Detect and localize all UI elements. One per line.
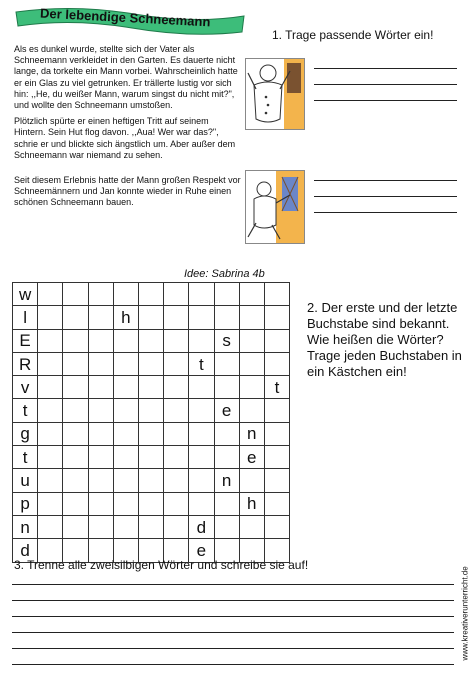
grid-cell[interactable]: t <box>13 399 38 422</box>
answer-line[interactable] <box>314 100 457 101</box>
grid-row <box>13 492 290 515</box>
grid-cell[interactable] <box>239 515 264 538</box>
task-3-instruction: 3. Trenne alle zweisilbigen Wörter und schreibe sie auf! <box>14 558 309 572</box>
grid-cell[interactable]: E <box>13 329 38 352</box>
grid-row <box>13 469 290 492</box>
grid-cell[interactable] <box>214 376 239 399</box>
grid-cell[interactable] <box>239 376 264 399</box>
grid-cell[interactable]: g <box>13 422 38 445</box>
grid-cell[interactable] <box>189 329 214 352</box>
grid-cell[interactable]: n <box>13 515 38 538</box>
grid-cell[interactable] <box>264 446 289 469</box>
grid-cell[interactable]: t <box>264 376 289 399</box>
grid-cell[interactable] <box>138 492 163 515</box>
grid-cell[interactable] <box>214 306 239 329</box>
grid-cell[interactable] <box>138 376 163 399</box>
grid-cell[interactable]: R <box>13 352 38 375</box>
grid-cell[interactable]: w <box>13 283 38 306</box>
grid-row <box>13 446 290 469</box>
grid-cell[interactable] <box>138 352 163 375</box>
grid-cell[interactable] <box>38 376 63 399</box>
grid-cell[interactable] <box>63 515 88 538</box>
writing-line[interactable] <box>12 664 454 665</box>
grid-cell[interactable] <box>239 283 264 306</box>
grid-cell[interactable] <box>38 399 63 422</box>
grid-cell[interactable] <box>113 469 138 492</box>
grid-cell[interactable]: h <box>239 492 264 515</box>
grid-cell[interactable]: e <box>214 399 239 422</box>
grid-cell[interactable] <box>214 492 239 515</box>
grid-cell[interactable] <box>189 283 214 306</box>
grid-cell[interactable] <box>239 469 264 492</box>
writing-line[interactable] <box>12 648 454 649</box>
grid-cell[interactable] <box>63 329 88 352</box>
grid-cell[interactable] <box>164 446 189 469</box>
grid-row <box>13 283 290 306</box>
grid-cell[interactable] <box>138 329 163 352</box>
grid-cell[interactable] <box>189 399 214 422</box>
grid-cell[interactable] <box>138 399 163 422</box>
credit-line: Idee: Sabrina 4b <box>184 268 265 280</box>
grid-cell[interactable] <box>138 469 163 492</box>
grid-cell[interactable]: e <box>189 539 214 562</box>
grid-cell[interactable] <box>113 352 138 375</box>
grid-cell[interactable] <box>88 352 113 375</box>
grid-cell[interactable] <box>138 446 163 469</box>
grid-cell[interactable] <box>264 306 289 329</box>
snowman-illustration-2 <box>245 170 305 244</box>
writing-line[interactable] <box>12 584 454 585</box>
grid-cell[interactable] <box>38 515 63 538</box>
website-watermark <box>459 560 471 660</box>
grid-cell[interactable] <box>138 515 163 538</box>
grid-cell[interactable] <box>63 306 88 329</box>
grid-cell[interactable] <box>264 352 289 375</box>
grid-cell[interactable] <box>164 469 189 492</box>
grid-row <box>13 515 290 538</box>
answer-line[interactable] <box>314 84 457 85</box>
grid-cell[interactable] <box>63 422 88 445</box>
story-paragraph-3: Seit diesem Erlebnis hatte der Mann großen Respekt vor Schneemännern und Jan konnte wieder in Ruhe einen schönen Schneemann bauen. <box>14 175 241 208</box>
grid-cell[interactable] <box>189 446 214 469</box>
grid-cell[interactable] <box>239 399 264 422</box>
grid-cell[interactable] <box>63 446 88 469</box>
grid-cell[interactable] <box>138 283 163 306</box>
grid-row <box>13 399 290 422</box>
grid-cell[interactable] <box>88 492 113 515</box>
snowman-illustration-1 <box>245 58 305 130</box>
grid-cell[interactable] <box>113 492 138 515</box>
grid-cell[interactable] <box>164 376 189 399</box>
grid-cell[interactable] <box>88 306 113 329</box>
answer-line[interactable] <box>314 196 457 197</box>
grid-row <box>13 306 290 329</box>
grid-cell[interactable] <box>264 422 289 445</box>
grid-cell[interactable] <box>63 283 88 306</box>
answer-line[interactable] <box>314 180 457 181</box>
grid-cell[interactable] <box>38 469 63 492</box>
grid-cell[interactable] <box>113 376 138 399</box>
writing-line[interactable] <box>12 616 454 617</box>
grid-cell[interactable] <box>113 329 138 352</box>
grid-cell[interactable] <box>88 422 113 445</box>
grid-cell[interactable]: v <box>13 376 38 399</box>
grid-cell[interactable] <box>264 283 289 306</box>
writing-line[interactable] <box>12 632 454 633</box>
grid-cell[interactable] <box>88 515 113 538</box>
grid-cell[interactable] <box>164 329 189 352</box>
grid-cell[interactable] <box>164 515 189 538</box>
grid-cell[interactable] <box>38 352 63 375</box>
grid-cell[interactable]: d <box>13 539 38 562</box>
grid-row <box>13 422 290 445</box>
grid-cell[interactable] <box>113 283 138 306</box>
grid-cell[interactable]: s <box>214 329 239 352</box>
grid-cell[interactable] <box>214 352 239 375</box>
title-banner <box>14 6 244 34</box>
grid-cell[interactable]: h <box>113 306 138 329</box>
grid-cell[interactable] <box>264 515 289 538</box>
grid-cell[interactable] <box>113 422 138 445</box>
grid-cell[interactable] <box>38 283 63 306</box>
grid-cell[interactable] <box>88 469 113 492</box>
grid-cell[interactable] <box>214 446 239 469</box>
grid-cell[interactable] <box>138 306 163 329</box>
answer-line[interactable] <box>314 68 457 69</box>
writing-line[interactable] <box>12 600 454 601</box>
grid-cell[interactable]: t <box>13 446 38 469</box>
grid-cell[interactable] <box>164 492 189 515</box>
story-paragraph-2: Plötzlich spürte er einen heftigen Tritt auf seinem Hintern. Sein Hut flog davon. ,,Aua! Wer war das?", schrie er und blickte sich ängstlich um. Aber außer dem Schneemann war niemand zu sehen. <box>14 116 236 160</box>
grid-cell[interactable] <box>239 352 264 375</box>
grid-cell[interactable]: u <box>13 469 38 492</box>
grid-cell[interactable] <box>239 329 264 352</box>
grid-cell[interactable] <box>164 283 189 306</box>
grid-cell[interactable] <box>38 329 63 352</box>
task-2-instruction: 2. Der erste und der letzte Buchstabe sind bekannt. Wie heißen die Wörter? Trage jeden Buchstaben in ein Kästchen ein! <box>307 300 462 379</box>
grid-cell[interactable] <box>239 306 264 329</box>
grid-cell[interactable] <box>264 329 289 352</box>
grid-cell[interactable] <box>138 422 163 445</box>
grid-cell[interactable]: n <box>214 469 239 492</box>
grid-cell[interactable] <box>113 515 138 538</box>
grid-row <box>13 329 290 352</box>
grid-cell[interactable] <box>88 283 113 306</box>
grid-cell[interactable] <box>264 469 289 492</box>
grid-cell[interactable]: n <box>239 422 264 445</box>
grid-cell[interactable]: e <box>239 446 264 469</box>
grid-cell[interactable] <box>63 376 88 399</box>
grid-cell[interactable] <box>113 446 138 469</box>
grid-cell[interactable] <box>38 422 63 445</box>
grid-cell[interactable] <box>113 399 138 422</box>
grid-cell[interactable] <box>38 492 63 515</box>
grid-cell[interactable] <box>189 376 214 399</box>
grid-cell[interactable] <box>189 469 214 492</box>
grid-cell[interactable] <box>63 352 88 375</box>
task-1-instruction: 1. Trage passende Wörter ein! <box>272 28 434 42</box>
worksheet-title: Der lebendige Schneemann <box>39 5 211 30</box>
grid-cell[interactable] <box>264 492 289 515</box>
grid-cell[interactable] <box>38 306 63 329</box>
grid-cell[interactable]: d <box>189 515 214 538</box>
answer-line[interactable] <box>314 212 457 213</box>
grid-cell[interactable] <box>189 306 214 329</box>
grid-cell[interactable]: t <box>189 352 214 375</box>
grid-cell[interactable] <box>164 352 189 375</box>
grid-cell[interactable] <box>164 399 189 422</box>
grid-cell[interactable] <box>38 446 63 469</box>
grid-cell[interactable] <box>214 515 239 538</box>
grid-cell[interactable] <box>214 422 239 445</box>
grid-cell[interactable] <box>88 399 113 422</box>
grid-cell[interactable] <box>164 422 189 445</box>
story-paragraph-1: Als es dunkel wurde, stellte sich der Vater als Schneemann verkleidet in den Garten. Es dauerte nicht lange, da torkelte ein Mann vorbei. Wahrscheinlich hatte er ein Glas zu viel getrunken. Er trällerte lustig vor sich hin: ,,He, du weißer Mann, warum singst du nicht mit?", und wollte den Schneemann umstoßen. <box>14 44 238 111</box>
grid-cell[interactable]: p <box>13 492 38 515</box>
grid-cell[interactable] <box>88 329 113 352</box>
grid-cell[interactable] <box>214 283 239 306</box>
grid-row <box>13 352 290 375</box>
grid-cell[interactable] <box>63 399 88 422</box>
letter-grid <box>12 282 290 563</box>
grid-cell[interactable] <box>63 469 88 492</box>
grid-cell[interactable]: l <box>13 306 38 329</box>
grid-cell[interactable] <box>189 492 214 515</box>
website-text: www.kreativerunterricht.de <box>460 566 470 661</box>
grid-cell[interactable] <box>189 422 214 445</box>
grid-cell[interactable] <box>88 376 113 399</box>
grid-cell[interactable] <box>264 399 289 422</box>
grid-row <box>13 376 290 399</box>
grid-cell[interactable] <box>164 306 189 329</box>
grid-cell[interactable] <box>63 492 88 515</box>
story-text <box>14 44 242 214</box>
grid-cell[interactable] <box>88 446 113 469</box>
